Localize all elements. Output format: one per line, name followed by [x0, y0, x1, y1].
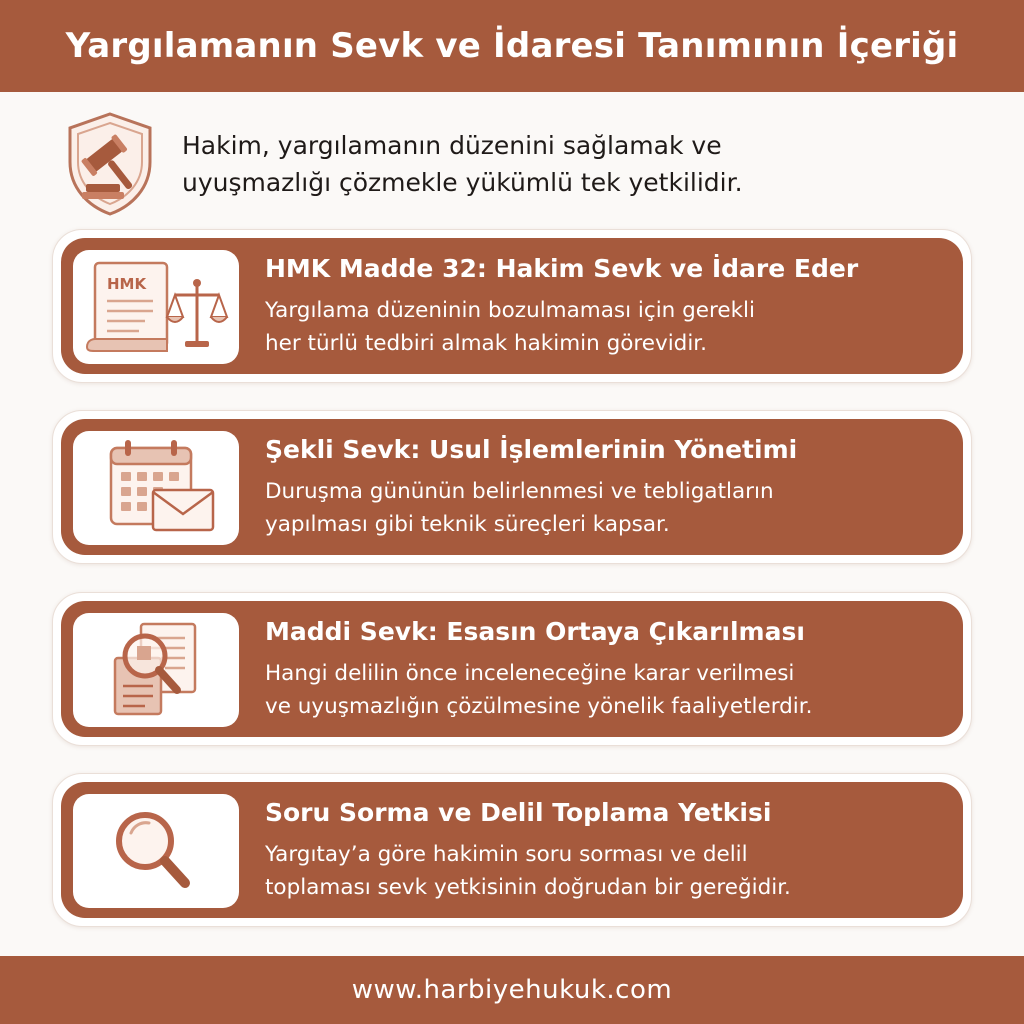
intro-text [182, 127, 743, 201]
card-desc-line-2: ve uyuşmazlığın çözülmesine yönelik faaliyetlerdir. [265, 694, 813, 719]
card-material-management [52, 592, 972, 746]
card-desc-line-1: Yargıtay’a göre hakimin soru sorması ve delil [265, 842, 748, 867]
card-desc-line-1: Duruşma gününün belirlenmesi ve tebligatların [265, 479, 774, 504]
website-link[interactable]: www.harbiyehukuk.com [351, 975, 673, 1005]
page-header [0, 0, 1024, 92]
card-title: Şekli Sevk: Usul İşlemlerinin Yönetimi [265, 435, 798, 464]
card-title: HMK Madde 32: Hakim Sevk ve İdare Eder [265, 254, 859, 283]
gavel-shield-icon [60, 110, 160, 218]
hmk-document-scales-icon [81, 255, 231, 359]
documents-magnifier-icon [81, 618, 231, 722]
svg-text:HMK: HMK [107, 275, 147, 293]
card-description [265, 294, 949, 360]
page-title: Yargılamanın Sevk ve İdaresi Tanımının İçeriği [65, 26, 959, 66]
card-icon-box [73, 794, 239, 908]
card-description [265, 657, 949, 723]
magnifying-glass-icon [81, 799, 231, 903]
card-desc-line-2: yapılması gibi teknik süreçleri kapsar. [265, 512, 670, 537]
page-footer [0, 956, 1024, 1024]
intro-line-2: uyuşmazlığı çözmekle yükümlü tek yetkilidir. [182, 168, 743, 197]
card-questioning-evidence [52, 773, 972, 927]
card-icon-box [73, 613, 239, 727]
intro-section [60, 108, 970, 220]
card-desc-line-1: Yargılama düzeninin bozulmaması için gerekli [265, 298, 756, 323]
card-desc-line-2: her türlü tedbiri almak hakimin görevidir. [265, 331, 707, 356]
card-description [265, 475, 949, 541]
card-title: Maddi Sevk: Esasın Ortaya Çıkarılması [265, 617, 805, 646]
card-icon-box [73, 250, 239, 364]
card-description [265, 838, 949, 904]
card-icon-box [73, 431, 239, 545]
card-formal-management [52, 410, 972, 564]
calendar-envelope-icon [81, 436, 231, 540]
card-desc-line-1: Hangi delilin önce inceleneceğine karar verilmesi [265, 661, 795, 686]
intro-line-1: Hakim, yargılamanın düzenini sağlamak ve [182, 131, 722, 160]
card-hmk-article-32 [52, 229, 972, 383]
card-desc-line-2: toplaması sevk yetkisinin doğrudan bir gereğidir. [265, 875, 791, 900]
card-title: Soru Sorma ve Delil Toplama Yetkisi [265, 798, 772, 827]
